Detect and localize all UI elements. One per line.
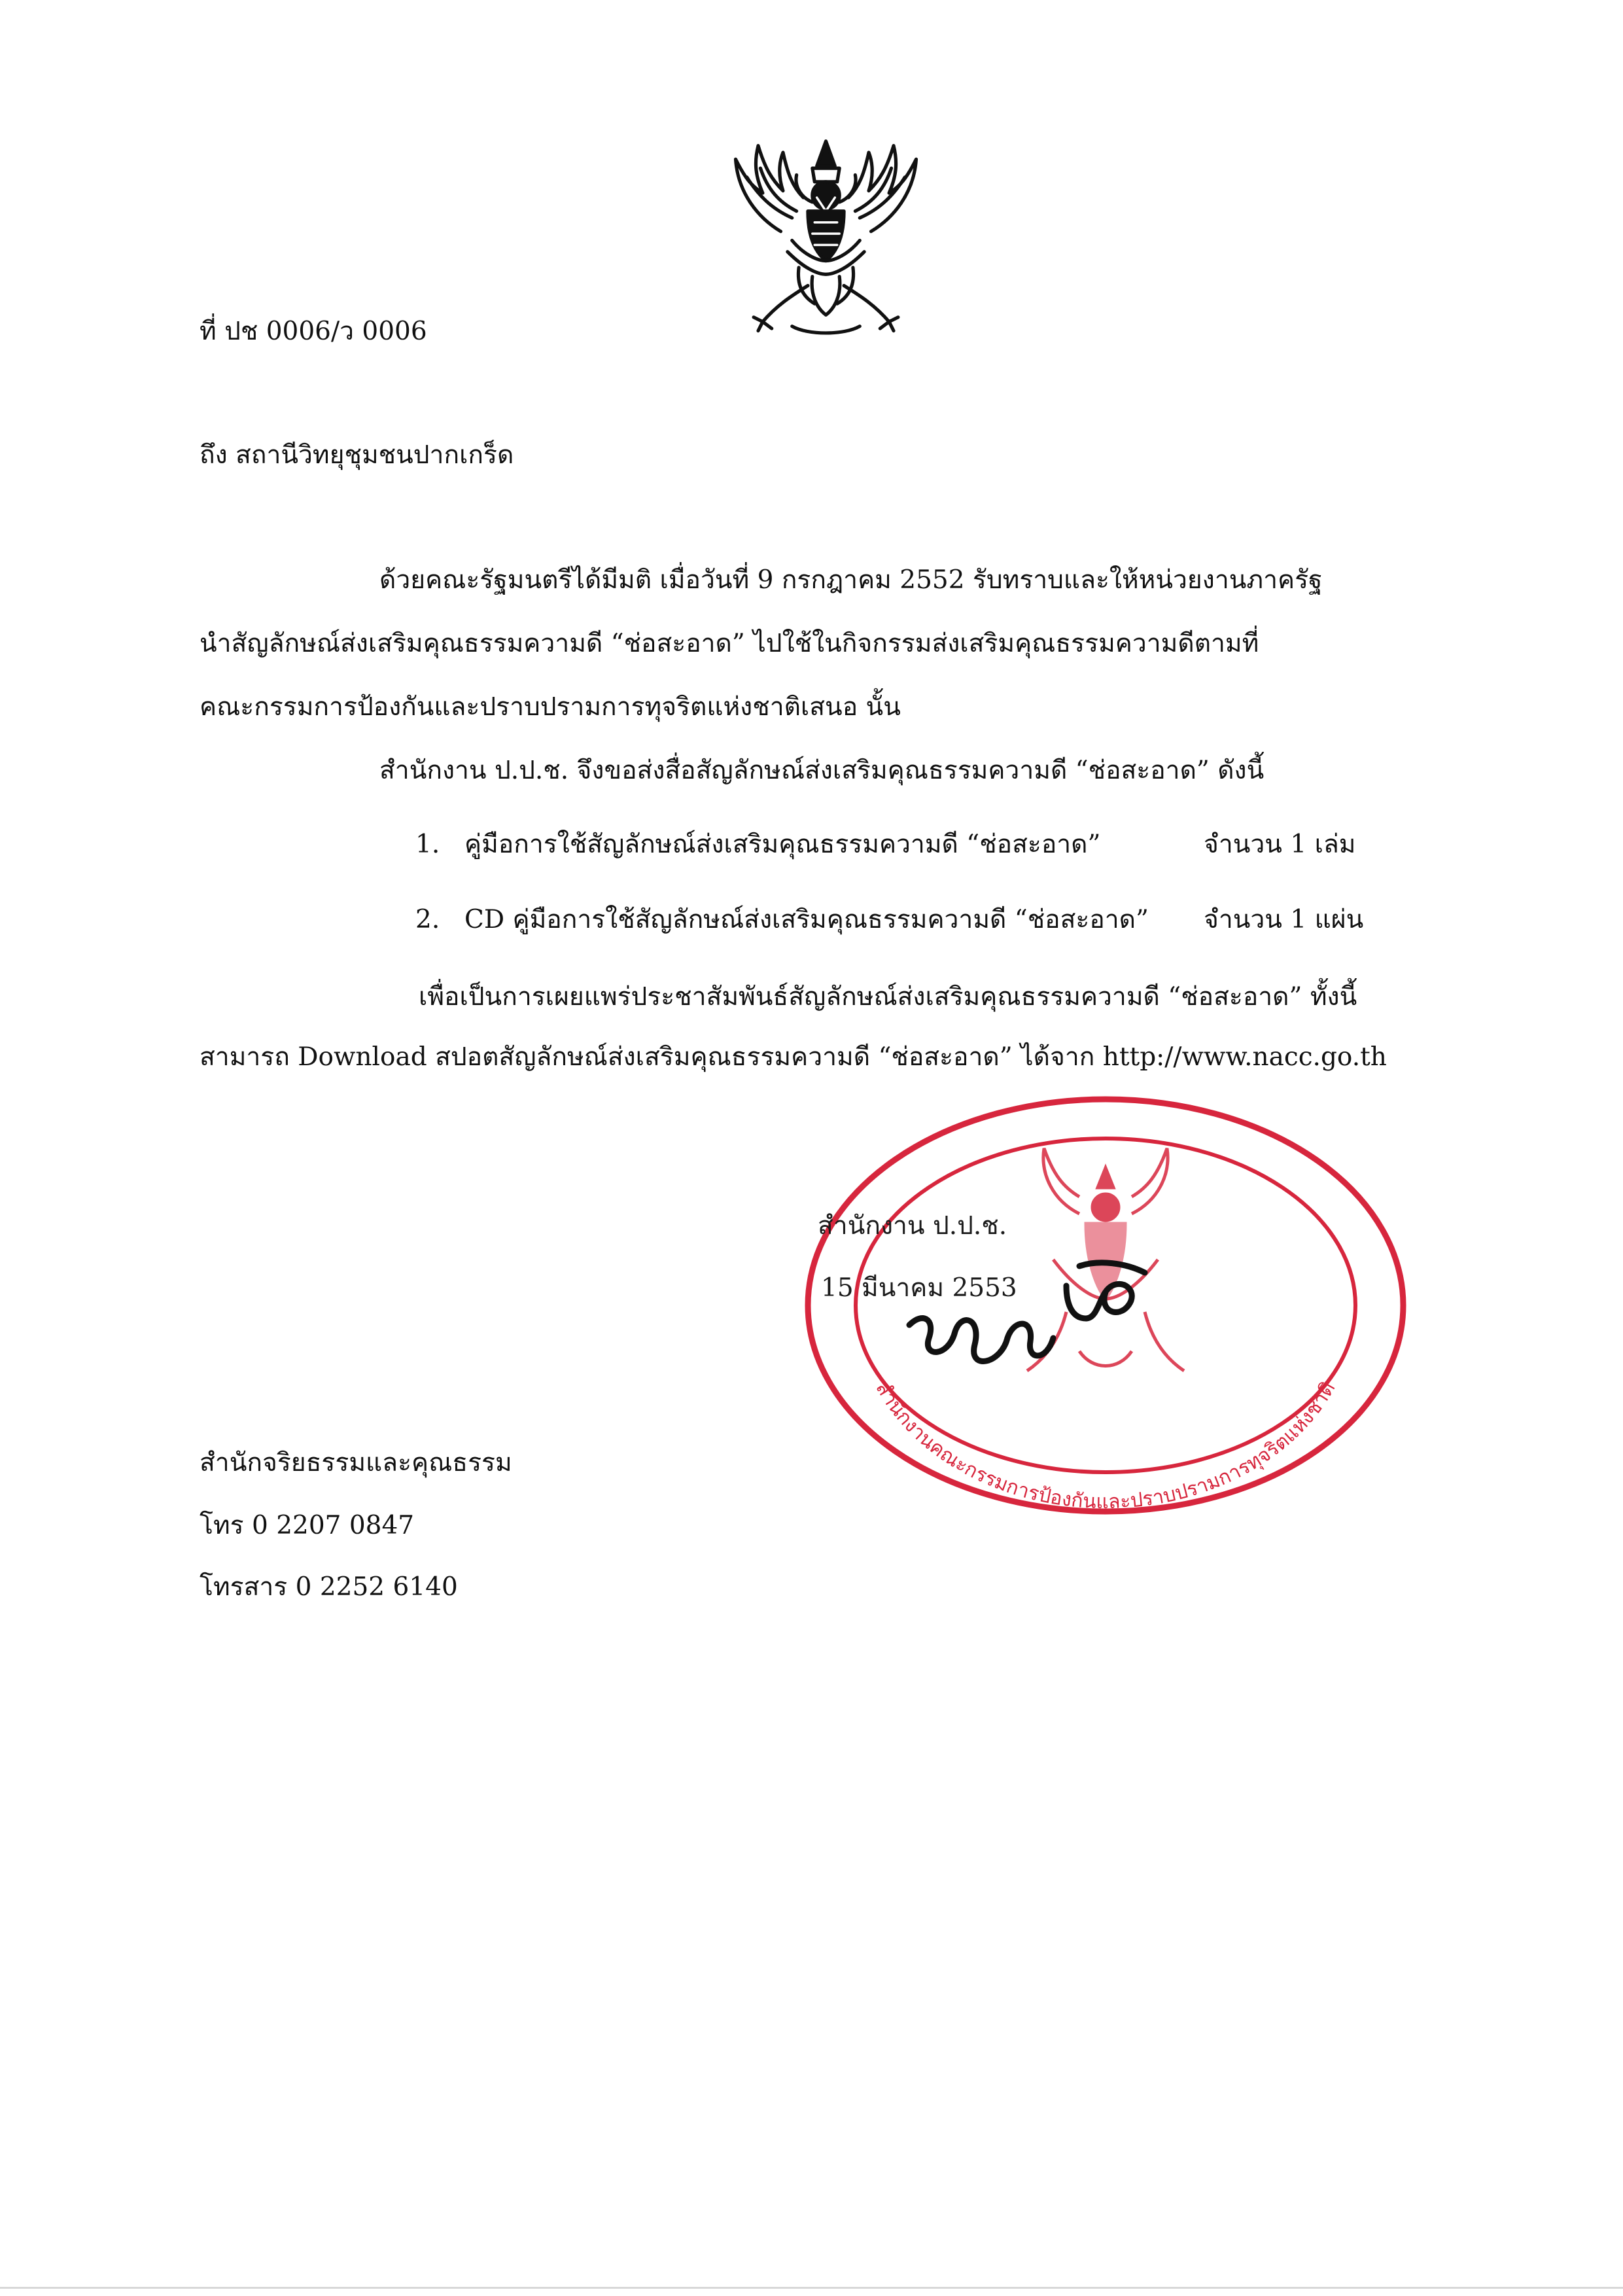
item2-text: CD คู่มือการใช้สัญลักษณ์ส่งเสริมคุณธรรมความดี “ช่อสะอาด”	[464, 905, 1149, 934]
signature-date: 15 มีนาคม 2553	[821, 1273, 1017, 1303]
item1-text: คู่มือการใช้สัญลักษณ์ส่งเสริมคุณธรรมความดี “ช่อสะอาด”	[464, 830, 1101, 859]
seal-ring-text: สำนักงานคณะกรรมการป้องกันและปราบปรามการทุจริตแห่งชาติ	[871, 1377, 1340, 1514]
scan-edge-line	[0, 2287, 1623, 2289]
reference-number: ที่ ปช 0006/ว 0006	[200, 317, 427, 346]
garuda-emblem	[713, 128, 939, 353]
paragraph3-line1: เพื่อเป็นการเผยแพร่ประชาสัมพันธ์สัญลักษณ์ส่งเสริมคุณธรรมความดี “ช่อสะอาด” ทั้งนี้	[419, 982, 1357, 1012]
item2-quantity: จำนวน 1 แผ่น	[1204, 905, 1364, 934]
handwritten-signature	[903, 1246, 1164, 1384]
paragraph1-line3: คณะกรรมการป้องกันและปราบปรามการทุจริตแห่งชาติเสนอ นั้น	[200, 692, 901, 722]
signature-office: สำนักงาน ป.ป.ช.	[818, 1211, 1007, 1241]
contact-division: สำนักจริยธรรมและคุณธรรม	[200, 1448, 512, 1477]
contact-phone: โทร 0 2207 0847	[200, 1511, 415, 1540]
paragraph1-line1: ด้วยคณะรัฐมนตรีได้มีมติ เมื่อวันที่ 9 กรกฎาคม 2552 รับทราบและให้หน่วยงานภาครัฐ	[379, 565, 1323, 595]
recipient: ถึง สถานีวิทยุชุมชนปากเกร็ด	[200, 440, 514, 470]
contact-fax: โทรสาร 0 2252 6140	[200, 1572, 458, 1602]
paragraph2: สำนักงาน ป.ป.ช. จึงขอส่งสื่อสัญลักษณ์ส่งเสริมคุณธรรมความดี “ช่อสะอาด” ดังนี้	[379, 756, 1265, 785]
item2-number: 2.	[415, 905, 440, 934]
item1-number: 1.	[415, 830, 440, 859]
item1-quantity: จำนวน 1 เล่ม	[1204, 830, 1356, 859]
paragraph1-line2: นำสัญลักษณ์ส่งเสริมคุณธรรมความดี “ช่อสะอาด” ไปใช้ในกิจกรรมส่งเสริมคุณธรรมความดีตามที่	[200, 629, 1259, 658]
paragraph3-line2: สามารถ Download สปอตสัญลักษณ์ส่งเสริมคุณธรรมความดี “ช่อสะอาด” ได้จาก http://www.nacc.go.th	[200, 1042, 1387, 1072]
